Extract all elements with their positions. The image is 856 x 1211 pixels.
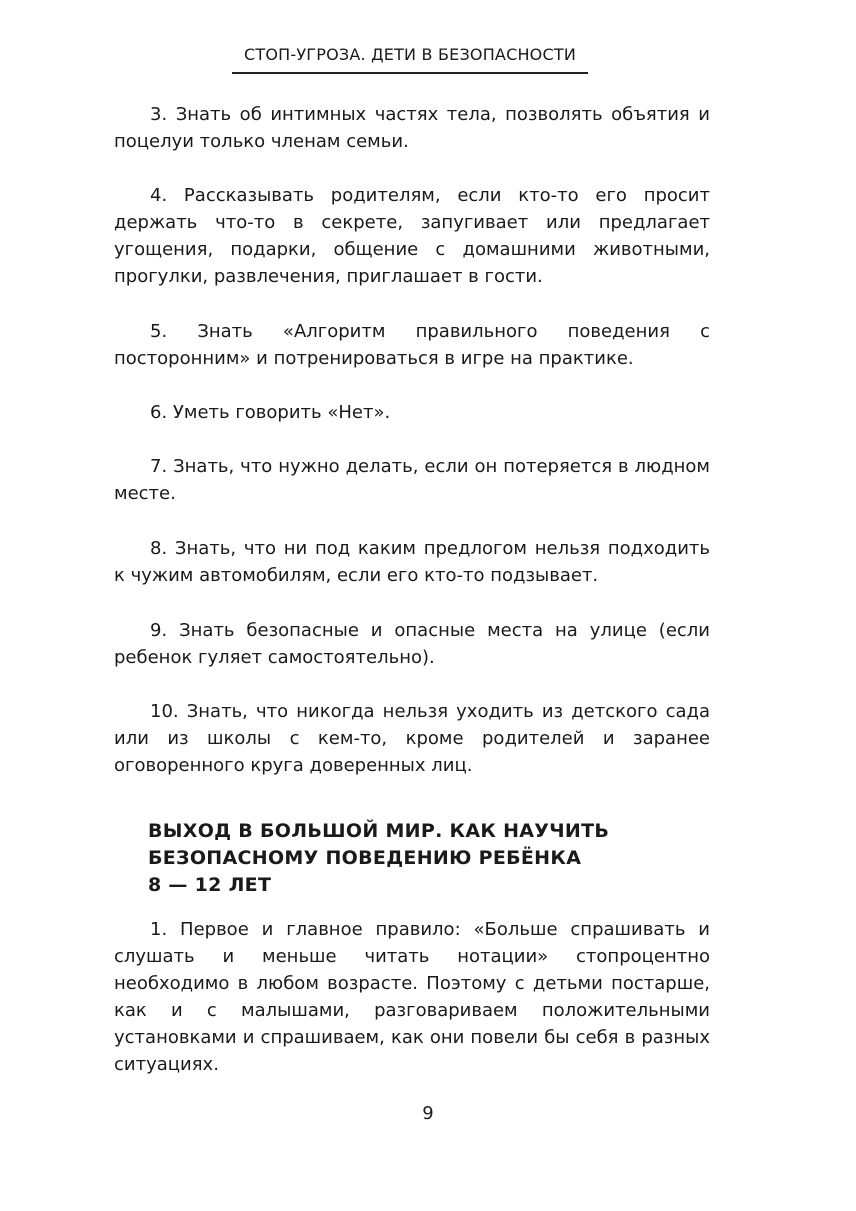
section-heading-line: БЕЗОПАСНОМУ ПОВЕДЕНИЮ РЕБЁНКА [148,847,582,869]
list-item-9 [114,617,710,671]
page-number: 9 [422,1103,434,1124]
running-header-title: СТОП-УГРОЗА. ДЕТИ В БЕЗОПАСНОСТИ [244,45,576,64]
list-item-10 [114,698,710,779]
paragraph: 7. Знать, что нужно делать, если он потеряется в людном месте. [114,456,710,504]
paragraph: 4. Рассказывать родителям, если кто-то его просит держать что-то в секрете, запугивает или предлагает угощения, подарки, общение с домашними животными, прогулки, развлечения, приглашает в гости. [114,185,710,287]
paragraph: 5. Знать «Алгоритм правильного поведения с посторонним» и потренироваться в игре на практике. [114,321,710,369]
list-item-6 [114,399,710,426]
paragraph: 3. Знать об интимных частях тела, позволять объятия и поцелуи только членам семьи. [114,104,710,152]
list-item-4 [114,182,710,290]
paragraph: 1. Первое и главное правило: «Больше спрашивать и слушать и меньше читать нотации» стопроцентно необходимо в любом возрасте. Поэтому с детьми постарше, как и с малышами, разговариваем положительными установками и спрашиваем, как они повели бы себя в разных ситуациях. [114,919,710,1075]
section-heading [148,818,708,899]
paragraph: 8. Знать, что ни под каким предлогом нельзя подходить к чужим автомобилям, если его кто-то подзывает. [114,538,710,586]
list-item-5 [114,318,710,372]
section-heading-line: ВЫХОД В БОЛЬШОЙ МИР. КАК НАУЧИТЬ [148,820,610,842]
section-paragraph-1 [114,916,710,1078]
paragraph: 6. Уметь говорить «Нет». [150,402,391,423]
section-heading-line: 8 — 12 ЛЕТ [148,874,272,896]
paragraph: 9. Знать безопасные и опасные места на улице (если ребенок гуляет самостоятельно). [114,620,710,668]
running-header [232,42,588,74]
list-item-8 [114,535,710,589]
paragraph: 10. Знать, что никогда нельзя уходить из детского сада или из школы с кем-то, кроме родителей и заранее оговоренного круга доверенных лиц. [114,701,710,776]
list-item-3 [114,101,710,155]
list-item-7 [114,453,710,507]
